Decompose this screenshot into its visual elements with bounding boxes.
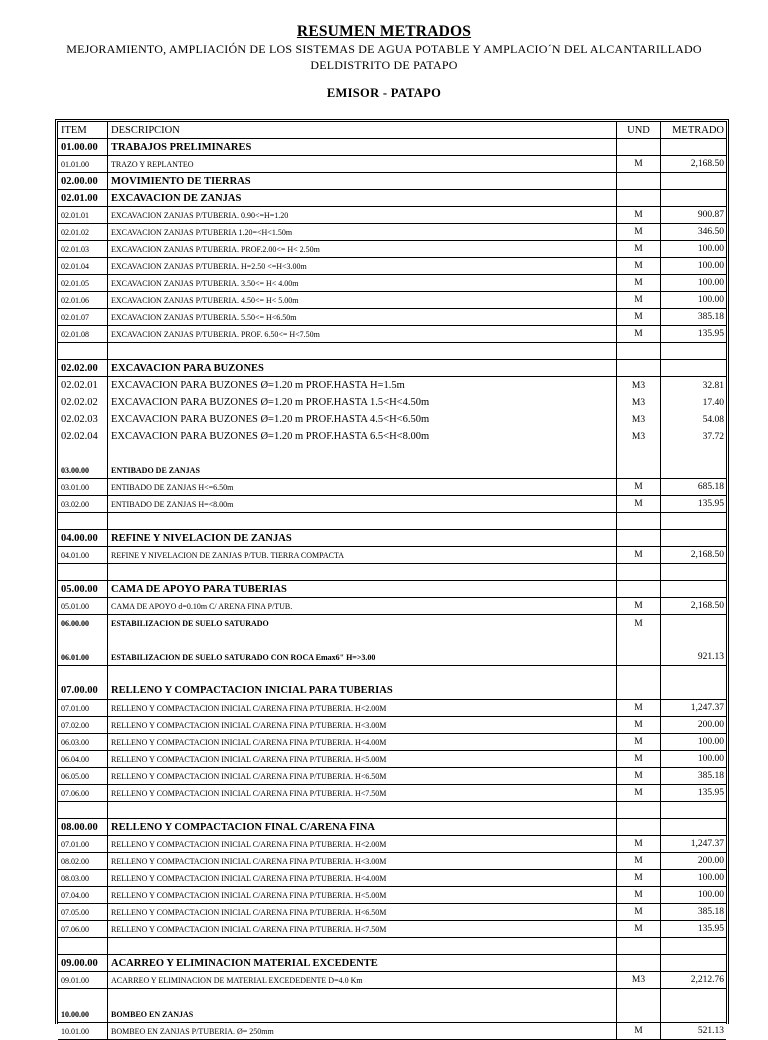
- section-row: [58, 666, 726, 700]
- project-name-line1: MEJORAMIENTO, AMPLIACIÓN DE LOS SISTEMAS DE AGUA POTABLE Y AMPLACIO´N DEL ALCANTARILLADO: [66, 42, 702, 56]
- table-row: [58, 496, 726, 513]
- metrado-cell: [661, 513, 726, 529]
- item-cell: 02.02.01: [58, 377, 108, 394]
- item-cell: 08.00.00: [58, 819, 108, 835]
- item-cell: 06.03.00: [58, 734, 108, 750]
- metrado-cell: 100.00: [697, 737, 724, 747]
- metrado-cell: 100.00: [697, 278, 724, 288]
- section-row: [58, 139, 726, 156]
- metrado-cell: [661, 666, 726, 699]
- item-cell: [58, 564, 108, 580]
- table-row: [58, 479, 726, 496]
- unit-cell: [617, 343, 661, 359]
- description-cell: EXCAVACION PARA BUZONES Ø=1.20 m PROF.HASTA H=1.5m: [108, 377, 617, 394]
- table-row: [58, 292, 726, 309]
- blank-row: [58, 802, 726, 819]
- item-cell: [58, 802, 108, 818]
- unit-cell: [617, 564, 661, 580]
- description-cell: TRAZO Y REPLANTEO: [108, 156, 617, 172]
- unit-cell: M3: [617, 394, 661, 411]
- item-cell: 09.01.00: [58, 972, 108, 988]
- unit-cell: [617, 360, 661, 376]
- item-cell: 07.04.00: [58, 887, 108, 903]
- table-row: [58, 547, 726, 564]
- metrado-cell: 17.40: [702, 397, 724, 408]
- section-row: [58, 632, 726, 666]
- description-cell: RELLENO Y COMPACTACION INICIAL C/ARENA FINA P/TUBERIA. H<2.00M: [108, 700, 617, 716]
- table-header-row: [58, 122, 726, 139]
- description-cell: RELLENO Y COMPACTACION INICIAL C/ARENA FINA P/TUBERIA. H<2.00M: [108, 836, 617, 852]
- description-cell: RELLENO Y COMPACTACION FINAL C/ARENA FINA: [108, 819, 617, 835]
- item-cell: 07.01.00: [58, 700, 108, 716]
- item-cell: 02.01.03: [58, 241, 108, 257]
- section-row: [58, 955, 726, 972]
- metrado-cell: 100.00: [697, 261, 724, 271]
- metrado-cell: 100.00: [697, 295, 724, 305]
- metrado-cell: 100.00: [697, 890, 724, 900]
- section-row: [58, 581, 726, 598]
- description-cell: RELLENO Y COMPACTACION INICIAL C/ARENA FINA P/TUBERIA. H<3.00M: [108, 853, 617, 869]
- unit-cell: M3: [617, 411, 661, 428]
- table-row: [58, 326, 726, 343]
- metrado-cell: [661, 989, 726, 1022]
- metrado-cell: [661, 445, 726, 478]
- metrado-cell: 200.00: [697, 856, 724, 866]
- description-cell: EXCAVACION ZANJAS P/TUBERIA. 4.50<= H< 5.00m: [108, 292, 617, 308]
- description-cell: RELLENO Y COMPACTACION INICIAL PARA TUBERIAS: [108, 666, 617, 699]
- metrado-cell: [661, 139, 726, 155]
- description-cell: MOVIMIENTO DE TIERRAS: [108, 173, 617, 189]
- item-cell: 06.01.00: [58, 632, 108, 665]
- table-row: [58, 428, 726, 445]
- unit-cell: [617, 938, 661, 954]
- table-row: [58, 411, 726, 428]
- description-cell: RELLENO Y COMPACTACION INICIAL C/ARENA FINA P/TUBERIA. H<5.00M: [108, 887, 617, 903]
- unit-cell: M: [617, 309, 661, 325]
- unit-cell: [617, 666, 661, 699]
- item-cell: 07.05.00: [58, 904, 108, 920]
- description-cell: EXCAVACION PARA BUZONES Ø=1.20 m PROF.HASTA 6.5<H<8.00m: [108, 428, 617, 445]
- metrado-cell: [661, 802, 726, 818]
- description-cell: RELLENO Y COMPACTACION INICIAL C/ARENA FINA P/TUBERIA. H<4.00M: [108, 734, 617, 750]
- item-cell: 06.00.00: [58, 615, 108, 632]
- description-cell: EXCAVACION DE ZANJAS: [108, 190, 617, 206]
- table-row: [58, 887, 726, 904]
- metrado-cell: 2,168.50: [690, 159, 724, 169]
- item-cell: 02.01.04: [58, 258, 108, 274]
- unit-cell: M: [617, 547, 661, 563]
- unit-cell: M: [617, 700, 661, 716]
- metrado-cell: 346.50: [697, 227, 724, 237]
- item-cell: 02.01.07: [58, 309, 108, 325]
- item-cell: 03.01.00: [58, 479, 108, 495]
- unit-cell: M: [617, 241, 661, 257]
- section-row: [58, 445, 726, 479]
- metrado-cell: [661, 530, 726, 546]
- unit-cell: M: [617, 853, 661, 869]
- metrado-cell: 135.95: [697, 329, 724, 339]
- description-cell: EXCAVACION ZANJAS P/TUBERIA. 0.90<=H=1.20: [108, 207, 617, 223]
- item-cell: 02.01.05: [58, 275, 108, 291]
- item-cell: 01.00.00: [58, 139, 108, 155]
- table-row: [58, 785, 726, 802]
- unit-cell: M: [617, 224, 661, 240]
- section-row: [58, 190, 726, 207]
- item-cell: 02.02.04: [58, 428, 108, 445]
- unit-cell: M: [617, 887, 661, 903]
- metrado-cell: 2,168.50: [690, 550, 724, 560]
- unit-cell: M3: [617, 972, 661, 988]
- metrado-cell: 135.95: [697, 499, 724, 509]
- table-row: [58, 224, 726, 241]
- unit-cell: [617, 190, 661, 206]
- section-row: [58, 819, 726, 836]
- unit-cell: M: [617, 1023, 661, 1039]
- description-cell: REFINE Y NIVELACION DE ZANJAS P/TUB. TIERRA COMPACTA: [108, 547, 617, 563]
- description-cell: CAMA DE APOYO d=0.10m C/ ARENA FINA P/TUB.: [108, 598, 617, 614]
- description-cell: RELLENO Y COMPACTACION INICIAL C/ARENA FINA P/TUBERIA. H<5.00M: [108, 751, 617, 767]
- item-cell: 04.00.00: [58, 530, 108, 546]
- item-cell: 02.02.00: [58, 360, 108, 376]
- item-cell: 03.02.00: [58, 496, 108, 512]
- unit-cell: [617, 530, 661, 546]
- unit-cell: M3: [617, 377, 661, 394]
- metrado-cell: 385.18: [697, 771, 724, 781]
- description-cell: ENTIBADO DE ZANJAS: [108, 445, 617, 478]
- unit-cell: [617, 819, 661, 835]
- item-cell: 02.01.00: [58, 190, 108, 206]
- metrado-cell: 900.87: [697, 210, 724, 220]
- table-row: [58, 258, 726, 275]
- metrado-cell: [661, 173, 726, 189]
- table-row: [58, 751, 726, 768]
- table-row: [58, 275, 726, 292]
- unit-cell: M: [617, 717, 661, 733]
- metrado-cell: [661, 955, 726, 971]
- description-cell: EXCAVACION ZANJAS P/TUBERIA. PROF. 6.50<= H<7.50m: [108, 326, 617, 342]
- table-row: [58, 921, 726, 938]
- metrado-cell: 521.13: [697, 1026, 724, 1036]
- unit-cell: [617, 445, 661, 478]
- unit-cell: [617, 802, 661, 818]
- unit-cell: M: [617, 326, 661, 342]
- item-cell: 07.06.00: [58, 785, 108, 801]
- item-cell: 06.05.00: [58, 768, 108, 784]
- item-cell: 05.00.00: [58, 581, 108, 597]
- unit-cell: M: [617, 275, 661, 291]
- unit-cell: M: [617, 207, 661, 223]
- description-cell: RELLENO Y COMPACTACION INICIAL C/ARENA FINA P/TUBERIA. H<7.50M: [108, 921, 617, 937]
- description-cell: ENTIBADO DE ZANJAS H=<8.00m: [108, 496, 617, 512]
- table-row: [58, 734, 726, 751]
- item-cell: 02.00.00: [58, 173, 108, 189]
- item-cell: 09.00.00: [58, 955, 108, 971]
- metrado-cell: 2,212.76: [690, 975, 724, 985]
- description-cell: RELLENO Y COMPACTACION INICIAL C/ARENA FINA P/TUBERIA. H<3.00M: [108, 717, 617, 733]
- table-row: [58, 853, 726, 870]
- description-cell: BOMBEO EN ZANJAS: [108, 989, 617, 1022]
- metrado-cell: 100.00: [697, 244, 724, 254]
- description-cell: EXCAVACION PARA BUZONES: [108, 360, 617, 376]
- unit-cell: M: [617, 904, 661, 920]
- metrado-cell: 2,168.50: [690, 601, 724, 611]
- item-cell: 07.02.00: [58, 717, 108, 733]
- description-cell: RELLENO Y COMPACTACION INICIAL C/ARENA FINA P/TUBERIA. H<6.50M: [108, 904, 617, 920]
- unit-cell: [617, 955, 661, 971]
- column-header-description: DESCRIPCION: [108, 122, 617, 138]
- unit-cell: M: [617, 156, 661, 172]
- unit-cell: M: [617, 785, 661, 801]
- description-cell: EXCAVACION ZANJAS P/TUBERIA. 5.50<= H<6.50m: [108, 309, 617, 325]
- item-cell: 08.03.00: [58, 870, 108, 886]
- item-cell: 10.00.00: [58, 989, 108, 1022]
- section-row: [58, 615, 726, 632]
- unit-cell: [617, 173, 661, 189]
- metrado-cell: 100.00: [697, 873, 724, 883]
- unit-cell: M: [617, 258, 661, 274]
- description-cell: ENTIBADO DE ZANJAS H<=6.50m: [108, 479, 617, 495]
- unit-cell: M: [617, 292, 661, 308]
- section-title: EMISOR - PATAPO: [326, 86, 442, 100]
- metrado-cell: 100.00: [697, 754, 724, 764]
- item-cell: 02.01.08: [58, 326, 108, 342]
- description-cell: EXCAVACION PARA BUZONES Ø=1.20 m PROF.HASTA 4.5<H<6.50m: [108, 411, 617, 428]
- item-cell: 07.06.00: [58, 921, 108, 937]
- item-cell: [58, 513, 108, 529]
- metrado-cell: [661, 581, 726, 597]
- table-row: [58, 394, 726, 411]
- unit-cell: M: [617, 479, 661, 495]
- project-name-line2: DELDISTRITO DE PATAPO: [310, 58, 458, 72]
- unit-cell: M: [617, 615, 661, 632]
- unit-cell: M: [617, 751, 661, 767]
- metrado-cell: 385.18: [697, 312, 724, 322]
- description-cell: ESTABILIZACION DE SUELO SATURADO CON ROCA Emax6" H=>3.00: [108, 632, 617, 665]
- metrado-cell: [661, 343, 726, 359]
- column-header-metrado: METRADO: [672, 124, 724, 136]
- item-cell: 05.01.00: [58, 598, 108, 614]
- description-cell: ESTABILIZACION DE SUELO SATURADO: [108, 615, 617, 632]
- unit-cell: M: [617, 768, 661, 784]
- description-cell: [108, 938, 617, 954]
- metrado-cell: 200.00: [697, 720, 724, 730]
- item-cell: 01.01.00: [58, 156, 108, 172]
- description-cell: RELLENO Y COMPACTACION INICIAL C/ARENA FINA P/TUBERIA. H<4.00M: [108, 870, 617, 886]
- description-cell: BOMBEO EN ZANJAS P/TUBERIA. Ø= 250mm: [108, 1023, 617, 1039]
- description-cell: TRABAJOS PRELIMINARES: [108, 139, 617, 155]
- section-row: [58, 530, 726, 547]
- item-cell: 08.02.00: [58, 853, 108, 869]
- metrado-cell: 135.95: [697, 788, 724, 798]
- item-cell: 07.00.00: [58, 666, 108, 699]
- metrado-cell: 32.81: [702, 380, 724, 391]
- description-cell: [108, 802, 617, 818]
- unit-cell: M: [617, 921, 661, 937]
- item-cell: 02.02.03: [58, 411, 108, 428]
- unit-cell: M: [617, 734, 661, 750]
- unit-cell: [617, 513, 661, 529]
- unit-cell: M: [617, 836, 661, 852]
- metrado-cell: 1,247.37: [690, 703, 724, 713]
- description-cell: [108, 564, 617, 580]
- metrado-cell: 37.72: [702, 431, 724, 442]
- description-cell: EXCAVACION ZANJAS P/TUBERIA. H=2.50 <=H<3.00m: [108, 258, 617, 274]
- column-header-unit: UND: [617, 122, 661, 138]
- metrado-cell: 685.18: [697, 482, 724, 492]
- table-row: [58, 309, 726, 326]
- table-row: [58, 717, 726, 734]
- table-row: [58, 836, 726, 853]
- table-row: [58, 870, 726, 887]
- unit-cell: M: [617, 598, 661, 614]
- item-cell: 07.01.00: [58, 836, 108, 852]
- unit-cell: [617, 989, 661, 1022]
- column-header-item: ITEM: [58, 122, 108, 138]
- unit-cell: [617, 139, 661, 155]
- table-row: [58, 904, 726, 921]
- unit-cell: M: [617, 870, 661, 886]
- section-row: [58, 989, 726, 1023]
- unit-cell: M3: [617, 428, 661, 445]
- table-row: [58, 241, 726, 258]
- table-row: [58, 972, 726, 989]
- item-cell: 06.04.00: [58, 751, 108, 767]
- description-cell: RELLENO Y COMPACTACION INICIAL C/ARENA FINA P/TUBERIA. H<6.50M: [108, 768, 617, 784]
- description-cell: REFINE Y NIVELACION DE ZANJAS: [108, 530, 617, 546]
- metrados-table: [55, 119, 729, 1036]
- description-cell: [108, 513, 617, 529]
- metrado-cell: 54.08: [702, 414, 724, 425]
- item-cell: 10.01.00: [58, 1023, 108, 1039]
- unit-cell: [617, 632, 661, 665]
- blank-row: [58, 564, 726, 581]
- document-title: RESUMEN METRADOS: [296, 23, 472, 40]
- item-cell: 02.01.06: [58, 292, 108, 308]
- metrado-cell: 385.18: [697, 907, 724, 917]
- unit-cell: M: [617, 496, 661, 512]
- table-row: [58, 156, 726, 173]
- item-cell: 02.01.02: [58, 224, 108, 240]
- blank-row: [58, 513, 726, 530]
- metrado-cell: 1,247.37: [690, 839, 724, 849]
- item-cell: 03.00.00: [58, 445, 108, 478]
- metrado-cell: [661, 564, 726, 580]
- metrado-cell: [661, 360, 726, 376]
- blank-row: [58, 343, 726, 360]
- description-cell: EXCAVACION ZANJAS P/TUBERIA. PROF.2.00<= H< 2.50m: [108, 241, 617, 257]
- metrado-cell: 921.13: [697, 652, 724, 662]
- blank-row: [58, 938, 726, 955]
- description-cell: RELLENO Y COMPACTACION INICIAL C/ARENA FINA P/TUBERIA. H<7.50M: [108, 785, 617, 801]
- table-row: [58, 207, 726, 224]
- description-cell: EXCAVACION ZANJAS P/TUBERIA. 3.50<= H< 4.00m: [108, 275, 617, 291]
- description-cell: EXCAVACION PARA BUZONES Ø=1.20 m PROF.HASTA 1.5<H<4.50m: [108, 394, 617, 411]
- item-cell: [58, 343, 108, 359]
- unit-cell: [617, 581, 661, 597]
- table-row: [58, 598, 726, 615]
- metrado-cell: [661, 190, 726, 206]
- metrado-cell: [661, 938, 726, 954]
- table-row: [58, 768, 726, 785]
- description-cell: [108, 343, 617, 359]
- metrado-cell: [661, 615, 726, 632]
- description-cell: ACARREO Y ELIMINACION MATERIAL EXCEDENTE: [108, 955, 617, 971]
- section-row: [58, 173, 726, 190]
- description-cell: EXCAVACION ZANJAS P/TUBERIA 1.20=<H<1.50m: [108, 224, 617, 240]
- item-cell: 02.02.02: [58, 394, 108, 411]
- description-cell: ACARREO Y ELIMINACION DE MATERIAL EXCEDEDENTE D=4.0 Km: [108, 972, 617, 988]
- section-row: [58, 360, 726, 377]
- table-row: [58, 700, 726, 717]
- description-cell: CAMA DE APOYO PARA TUBERIAS: [108, 581, 617, 597]
- metrado-cell: 135.95: [697, 924, 724, 934]
- metrado-cell: [661, 819, 726, 835]
- table-row: [58, 377, 726, 394]
- item-cell: 04.01.00: [58, 547, 108, 563]
- table-row: [58, 1023, 726, 1040]
- item-cell: [58, 938, 108, 954]
- item-cell: 02.01.01: [58, 207, 108, 223]
